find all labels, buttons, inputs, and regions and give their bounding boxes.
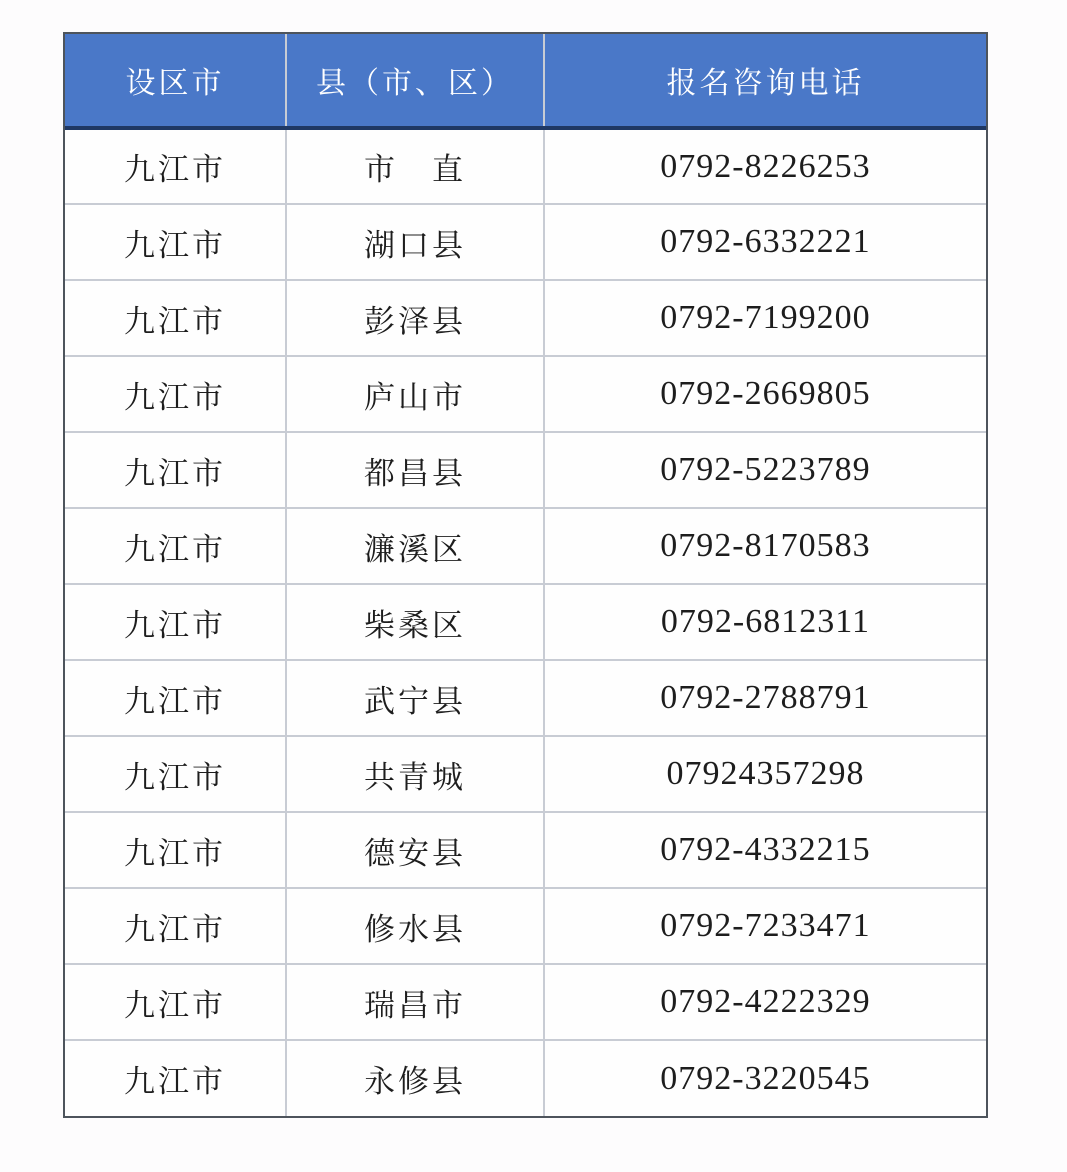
- column-header-phone: 报名咨询电话: [544, 34, 986, 128]
- phone-cell: 0792-3220545: [544, 1040, 986, 1116]
- county-cell: 市 直: [286, 128, 544, 204]
- header-row: [65, 34, 986, 128]
- phone-cell: 0792-5223789: [544, 432, 986, 508]
- phone-cell: 0792-2669805: [544, 356, 986, 432]
- city-cell: 九江市: [65, 508, 286, 584]
- county-cell: 柴桑区: [286, 584, 544, 660]
- city-cell: 九江市: [65, 280, 286, 356]
- county-cell: 共青城: [286, 736, 544, 812]
- table-body: [65, 128, 986, 1116]
- table-row: [65, 204, 986, 280]
- county-cell: 都昌县: [286, 432, 544, 508]
- table-row: [65, 964, 986, 1040]
- phone-table-frame: [63, 32, 988, 1118]
- phone-table: [65, 34, 986, 1116]
- phone-cell: 0792-8226253: [544, 128, 986, 204]
- table-row: [65, 660, 986, 736]
- county-cell: 德安县: [286, 812, 544, 888]
- column-header-county: 县（市、区）: [286, 34, 544, 128]
- city-cell: 九江市: [65, 1040, 286, 1116]
- table-row: [65, 812, 986, 888]
- city-cell: 九江市: [65, 204, 286, 280]
- phone-cell: 0792-2788791: [544, 660, 986, 736]
- table-row: [65, 356, 986, 432]
- city-cell: 九江市: [65, 356, 286, 432]
- phone-cell: 07924357298: [544, 736, 986, 812]
- table-row: [65, 736, 986, 812]
- county-cell: 彭泽县: [286, 280, 544, 356]
- phone-cell: 0792-7233471: [544, 888, 986, 964]
- table-row: [65, 280, 986, 356]
- phone-cell: 0792-6812311: [544, 584, 986, 660]
- table-row: [65, 432, 986, 508]
- county-cell: 庐山市: [286, 356, 544, 432]
- phone-cell: 0792-7199200: [544, 280, 986, 356]
- city-cell: 九江市: [65, 888, 286, 964]
- city-cell: 九江市: [65, 432, 286, 508]
- phone-cell: 0792-8170583: [544, 508, 986, 584]
- table-row: [65, 128, 986, 204]
- county-cell: 瑞昌市: [286, 964, 544, 1040]
- table-header: [65, 34, 986, 128]
- county-cell: 永修县: [286, 1040, 544, 1116]
- table-row: [65, 508, 986, 584]
- city-cell: 九江市: [65, 964, 286, 1040]
- phone-cell: 0792-4222329: [544, 964, 986, 1040]
- table-row: [65, 584, 986, 660]
- city-cell: 九江市: [65, 660, 286, 736]
- city-cell: 九江市: [65, 584, 286, 660]
- phone-cell: 0792-4332215: [544, 812, 986, 888]
- city-cell: 九江市: [65, 812, 286, 888]
- county-cell: 武宁县: [286, 660, 544, 736]
- county-cell: 湖口县: [286, 204, 544, 280]
- phone-cell: 0792-6332221: [544, 204, 986, 280]
- table-row: [65, 1040, 986, 1116]
- table-row: [65, 888, 986, 964]
- county-cell: 修水县: [286, 888, 544, 964]
- column-header-city: 设区市: [65, 34, 286, 128]
- city-cell: 九江市: [65, 736, 286, 812]
- county-cell: 濂溪区: [286, 508, 544, 584]
- city-cell: 九江市: [65, 128, 286, 204]
